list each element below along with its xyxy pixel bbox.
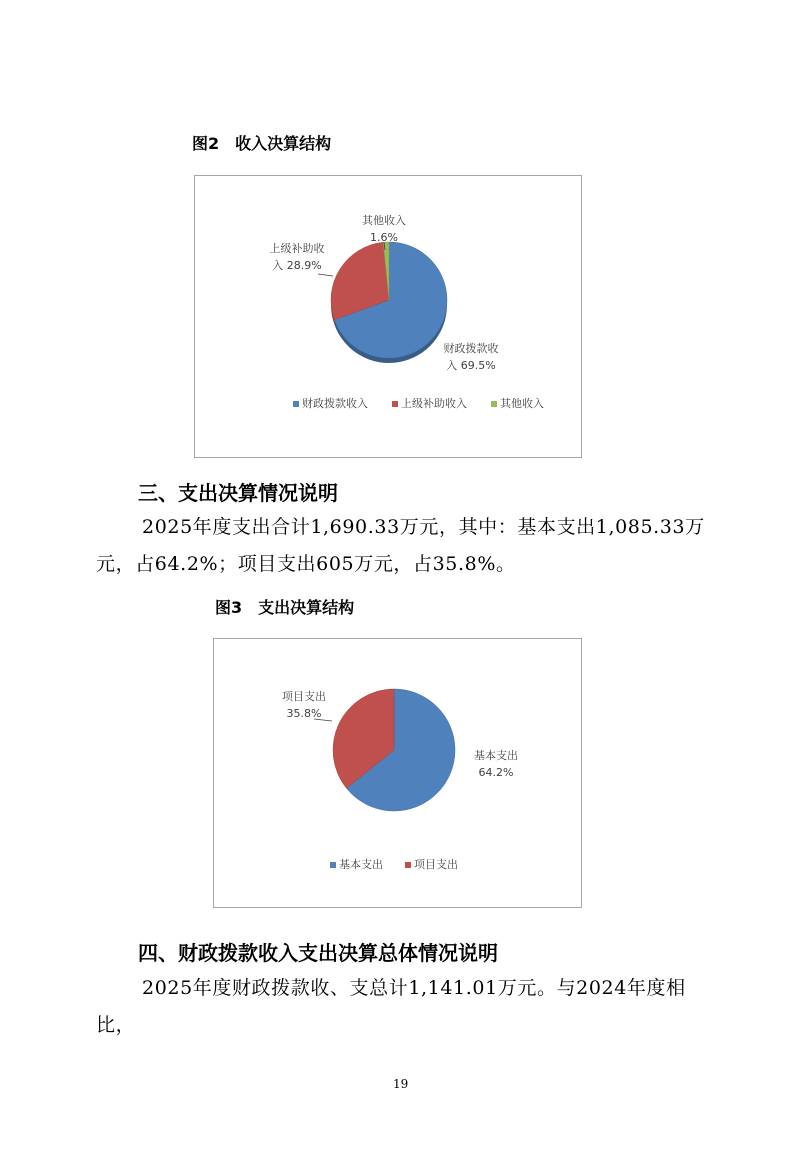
expenditure-pie-data-label-1: 项目支出 35.8% [282, 690, 326, 720]
income-pie-data-label-2: 其他收入 1.6% [362, 214, 406, 244]
expenditure-pie-legend-swatch-1 [405, 862, 411, 868]
income-pie-legend-swatch-0 [293, 401, 299, 407]
income-pie-legend-label-2: 其他收入 [500, 397, 544, 410]
income-pie-svg [195, 176, 583, 459]
income-pie-legend-swatch-2 [491, 401, 497, 407]
income-pie-legend-label-0: 财政拨款收入 [302, 397, 368, 410]
section-3-heading: 三、支出决算情况说明 [138, 481, 338, 505]
expenditure-pie-svg [214, 639, 583, 909]
income-pie-legend-swatch-1 [392, 401, 398, 407]
income-pie-legend [293, 396, 544, 410]
figure-3-caption: 图3 支出决算结构 [215, 598, 355, 617]
income-pie-legend-label-1: 上级补助收入 [401, 397, 467, 410]
expenditure-pie-data-label-0: 基本支出 64.2% [474, 749, 518, 779]
income-pie-data-label-0: 财政拨款收入 69.5% [443, 342, 499, 372]
figure-2-caption: 图2 收入决算结构 [192, 134, 332, 153]
section-4-heading: 四、财政拨款收入支出决算总体情况说明 [138, 941, 498, 965]
expenditure-pie-legend-label-0: 基本支出 [339, 858, 383, 871]
expenditure-structure-chart [213, 638, 582, 908]
income-pie-data-label-1: 上级补助收入 28.9% [269, 242, 325, 272]
section-3-paragraph: 2025年度支出合计1,690.33万元，其中：基本支出1,085.33万元，占64.2%；项目支出605万元，占35.8%。 [96, 516, 705, 575]
expenditure-pie-legend-label-1: 项目支出 [414, 858, 458, 871]
expenditure-pie-legend-swatch-0 [330, 862, 336, 868]
income-structure-chart [194, 175, 582, 458]
section-4-paragraph: 2025年度财政拨款收、支总计1,141.01万元。与2024年度相比， [96, 977, 686, 1036]
income-pie-leader-line-1 [318, 274, 333, 276]
page-number: 19 [393, 1077, 409, 1091]
expenditure-pie-legend [330, 857, 458, 871]
